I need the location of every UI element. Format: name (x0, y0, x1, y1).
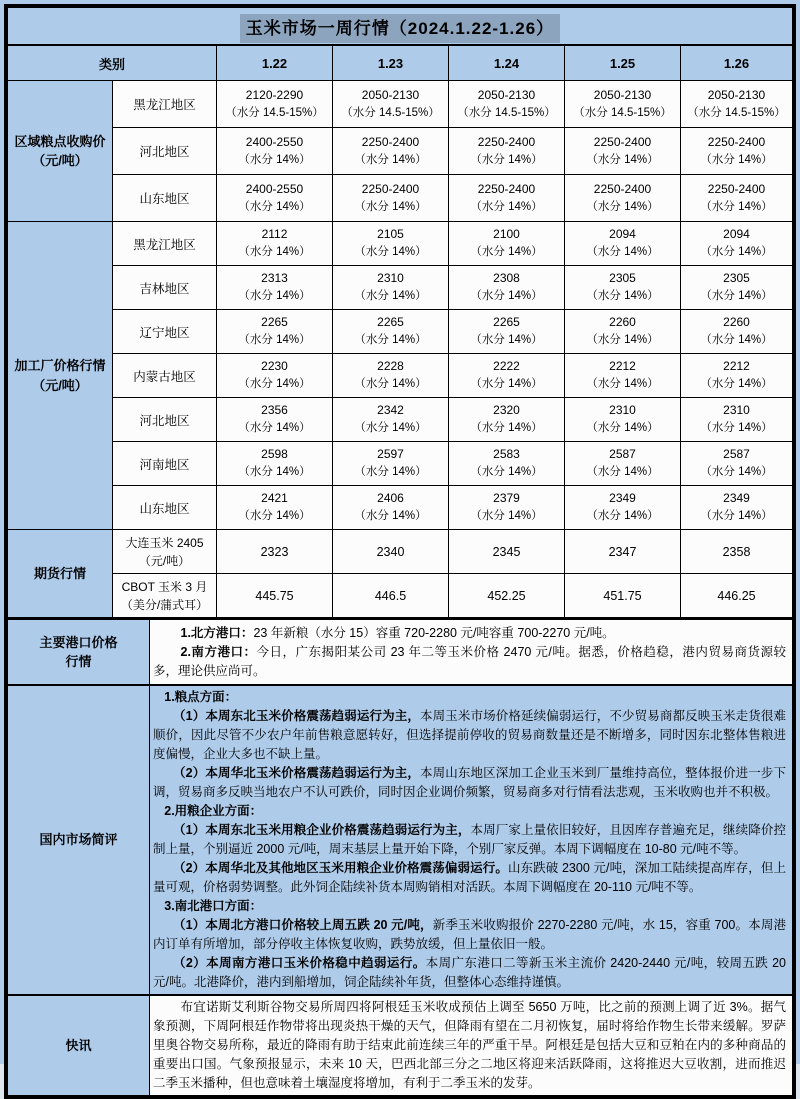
price-cell: 2050-2130 （水分 14.5-15%） (565, 81, 681, 128)
date-header: 1.26 (681, 45, 793, 81)
title-row (8, 8, 793, 46)
date-header: 1.25 (565, 45, 681, 81)
price-cell: 2349 （水分 14%） (565, 486, 681, 530)
region-cell: 内蒙古地区 (113, 354, 217, 398)
table-row (8, 486, 793, 530)
ports-section-row (8, 619, 793, 685)
table-row (8, 530, 793, 574)
table-row (8, 128, 793, 175)
price-cell: 2320 （水分 14%） (449, 398, 565, 442)
region-cell: 黑龙江地区 (113, 81, 217, 128)
date-header: 1.23 (333, 45, 449, 81)
price-cell: 2583 （水分 14%） (449, 442, 565, 486)
price-table (7, 7, 793, 618)
region-cell: 河北地区 (113, 128, 217, 175)
futures-value-cell: 451.75 (565, 574, 681, 618)
price-cell: 2265 （水分 14%） (217, 310, 333, 354)
price-cell: 2250-2400 （水分 14%） (333, 128, 449, 175)
review-paragraph: （1）本周东北玉米用粮企业价格震荡趋弱运行为主，本周厂家上量依旧较好，且因库存普遍充足，继续降价控制上量，个别逼近 2000 元/吨，周末基层上量开始下降，个别厂家反弹。本周下调幅度在 10-80 元/吨不等。 (153, 823, 786, 856)
price-cell: 2597 （水分 14%） (333, 442, 449, 486)
price-cell: 2250-2400 （水分 14%） (565, 128, 681, 175)
price-cell: 2228 （水分 14%） (333, 354, 449, 398)
price-cell: 2250-2400 （水分 14%） (333, 175, 449, 222)
ports-content (150, 619, 793, 685)
price-cell: 2250-2400 （水分 14%） (449, 128, 565, 175)
table-row (8, 354, 793, 398)
news-section-row (8, 995, 793, 1096)
corn-market-table (4, 4, 796, 1099)
table-row (8, 442, 793, 486)
table-row (8, 175, 793, 222)
price-cell: 2379 （水分 14%） (449, 486, 565, 530)
review-content (150, 685, 793, 995)
price-cell: 2400-2550 （水分 14%） (217, 175, 333, 222)
section-label-futures: 期货行情 (8, 530, 113, 618)
price-cell: 2587 （水分 14%） (565, 442, 681, 486)
region-cell: 河南地区 (113, 442, 217, 486)
futures-value-cell: 445.75 (217, 574, 333, 618)
price-cell: 2342 （水分 14%） (333, 398, 449, 442)
region-cell: 山东地区 (113, 175, 217, 222)
price-cell: 2265 （水分 14%） (449, 310, 565, 354)
review-section-row (8, 685, 793, 995)
price-cell: 2400-2550 （水分 14%） (217, 128, 333, 175)
table-row (8, 310, 793, 354)
price-cell: 2250-2400 （水分 14%） (565, 175, 681, 222)
review-paragraph: 3.南北港口方面： (164, 899, 263, 913)
table-row (8, 574, 793, 618)
price-cell: 2349 （水分 14%） (681, 486, 793, 530)
region-cell: 辽宁地区 (113, 310, 217, 354)
price-cell: 2250-2400 （水分 14%） (681, 128, 793, 175)
page-title: 玉米市场一周行情（2024.1.22-1.26） (8, 8, 793, 46)
column-header-row (8, 45, 793, 81)
news-paragraph: 布宜诺斯艾利斯谷物交易所周四将阿根廷玉米收成预估上调至 5650 万吨，比之前的预测上调了近 3%。据气象预测，下周阿根廷作物带将出现炎热干燥的天气，但降雨有望在二月初恢复，届时将给作物生长带来缓解。罗萨里奥谷物交易所称，最近的降雨有助于结束此前连续三年的严重干旱。阿根廷是包括大豆和豆粕在内的多种商品的重要出口国。气象预报显示，未来 10 天，巴西北部三分之二地区将迎来活跃降雨，这将推迟大豆收割，进而推迟二季玉米播种，但也意味着土壤湿度将增加，有利于二季玉米的发芽。 (153, 1000, 786, 1090)
futures-contract-cell: 大连玉米 2405 （元/吨） (113, 530, 217, 574)
price-cell: 2112 （水分 14%） (217, 222, 333, 266)
date-header: 1.24 (449, 45, 565, 81)
futures-value-cell: 2340 (333, 530, 449, 574)
price-cell: 2598 （水分 14%） (217, 442, 333, 486)
review-paragraph: （2）本周南方港口玉米价格稳中趋弱运行。本周广东港口二等新玉米主流价 2420-2440 元/吨，较周五跌 20 元/吨。北港降价，港内到船增加，饲企陆续补年货，但整体心态维持谨慎。 (153, 956, 787, 989)
price-cell: 2250-2400 （水分 14%） (681, 175, 793, 222)
price-cell: 2100 （水分 14%） (449, 222, 565, 266)
category-header: 类别 (8, 45, 217, 81)
price-cell: 2313 （水分 14%） (217, 266, 333, 310)
price-cell: 2260 （水分 14%） (565, 310, 681, 354)
region-cell: 黑龙江地区 (113, 222, 217, 266)
section-label-factory: 加工厂价格行情 （元/吨） (8, 222, 113, 530)
price-cell: 2094 （水分 14%） (681, 222, 793, 266)
futures-value-cell: 2323 (217, 530, 333, 574)
section-label-regional: 区域粮点收购价 （元/吨） (8, 81, 113, 222)
text-sections-table (7, 618, 793, 1096)
price-cell: 2356 （水分 14%） (217, 398, 333, 442)
price-cell: 2305 （水分 14%） (681, 266, 793, 310)
ports-paragraph: 1.北方港口：23 年新粮（水分 15）容重 720-2280 元/吨容重 700-2270 元/吨。 (180, 625, 615, 640)
table-row (8, 222, 793, 266)
review-paragraph: （1）本周北方港口价格较上周五跌 20 元/吨，新季玉米收购报价 2270-2280 元/吨，水 15，容重 700。本周港内订单有所增加，部分停收主体恢复收购，跌势放缓，但上量依旧一般。 (153, 918, 786, 951)
price-cell: 2120-2290 （水分 14.5-15%） (217, 81, 333, 128)
review-paragraph: 1.粮点方面： (164, 690, 238, 704)
region-cell: 河北地区 (113, 398, 217, 442)
price-cell: 2305 （水分 14%） (565, 266, 681, 310)
futures-value-cell: 2358 (681, 530, 793, 574)
price-cell: 2587 （水分 14%） (681, 442, 793, 486)
price-cell: 2050-2130 （水分 14.5-15%） (681, 81, 793, 128)
price-cell: 2222 （水分 14%） (449, 354, 565, 398)
price-cell: 2310 （水分 14%） (565, 398, 681, 442)
futures-value-cell: 446.25 (681, 574, 793, 618)
price-cell: 2105 （水分 14%） (333, 222, 449, 266)
price-cell: 2212 （水分 14%） (565, 354, 681, 398)
futures-value-cell: 2345 (449, 530, 565, 574)
price-cell: 2308 （水分 14%） (449, 266, 565, 310)
price-cell: 2260 （水分 14%） (681, 310, 793, 354)
region-cell: 山东地区 (113, 486, 217, 530)
price-cell: 2310 （水分 14%） (333, 266, 449, 310)
table-row (8, 398, 793, 442)
futures-value-cell: 446.5 (333, 574, 449, 618)
table-row (8, 266, 793, 310)
price-cell: 2212 （水分 14%） (681, 354, 793, 398)
price-cell: 2230 （水分 14%） (217, 354, 333, 398)
news-content (150, 995, 793, 1096)
price-cell: 2421 （水分 14%） (217, 486, 333, 530)
review-paragraph: （2）本周华北及其他地区玉米用粮企业价格震荡偏弱运行。山东跌破 2300 元/吨，深加工陆续提高库存，但上量可观，价格弱势调整。此外饲企陆续补货本周购销相对活跃。本周下调幅度在 20-110 元/吨不等。 (153, 861, 787, 894)
futures-value-cell: 452.25 (449, 574, 565, 618)
price-cell: 2310 （水分 14%） (681, 398, 793, 442)
price-cell: 2094 （水分 14%） (565, 222, 681, 266)
section-label-news: 快讯 (8, 995, 150, 1096)
price-cell: 2406 （水分 14%） (333, 486, 449, 530)
futures-contract-cell: CBOT 玉米 3 月 （美分/蒲式耳） (113, 574, 217, 618)
review-paragraph: （2）本周华北玉米价格震荡趋弱运行为主，本周山东地区深加工企业玉米到厂量维持高位，整体报价进一步下调，贸易商多反映当地农户不认可跌价，同时因企业调价频繁，贸易商多对行情看法悲观，玉米收购也并不积极。 (153, 766, 786, 799)
region-cell: 吉林地区 (113, 266, 217, 310)
section-label-review: 国内市场简评 (8, 685, 150, 995)
price-cell: 2050-2130 （水分 14.5-15%） (333, 81, 449, 128)
review-paragraph: （1）本周东北玉米价格震荡趋弱运行为主，本周玉米市场价格延续偏弱运行，不少贸易商都反映玉米走货很难顺价，因此尽管不少农户年前售粮意愿转好，但选择提前停收的贸易商数量还是不断增多，同时因东北整体售粮进度偏慢，企业大多也不缺上量。 (153, 709, 786, 761)
price-cell: 2050-2130 （水分 14.5-15%） (449, 81, 565, 128)
date-header: 1.22 (217, 45, 333, 81)
table-row (8, 81, 793, 128)
futures-value-cell: 2347 (565, 530, 681, 574)
review-paragraph: 2.用粮企业方面： (164, 804, 263, 818)
price-cell: 2250-2400 （水分 14%） (449, 175, 565, 222)
price-cell: 2265 （水分 14%） (333, 310, 449, 354)
section-label-ports: 主要港口价格 行情 (8, 619, 150, 685)
ports-paragraph: 2.南方港口：今日，广东揭阳某公司 23 年二等玉米价格 2470 元/吨。据悉，价格趋稳，港内贸易商货源较多，理论供应尚可。 (153, 644, 786, 678)
